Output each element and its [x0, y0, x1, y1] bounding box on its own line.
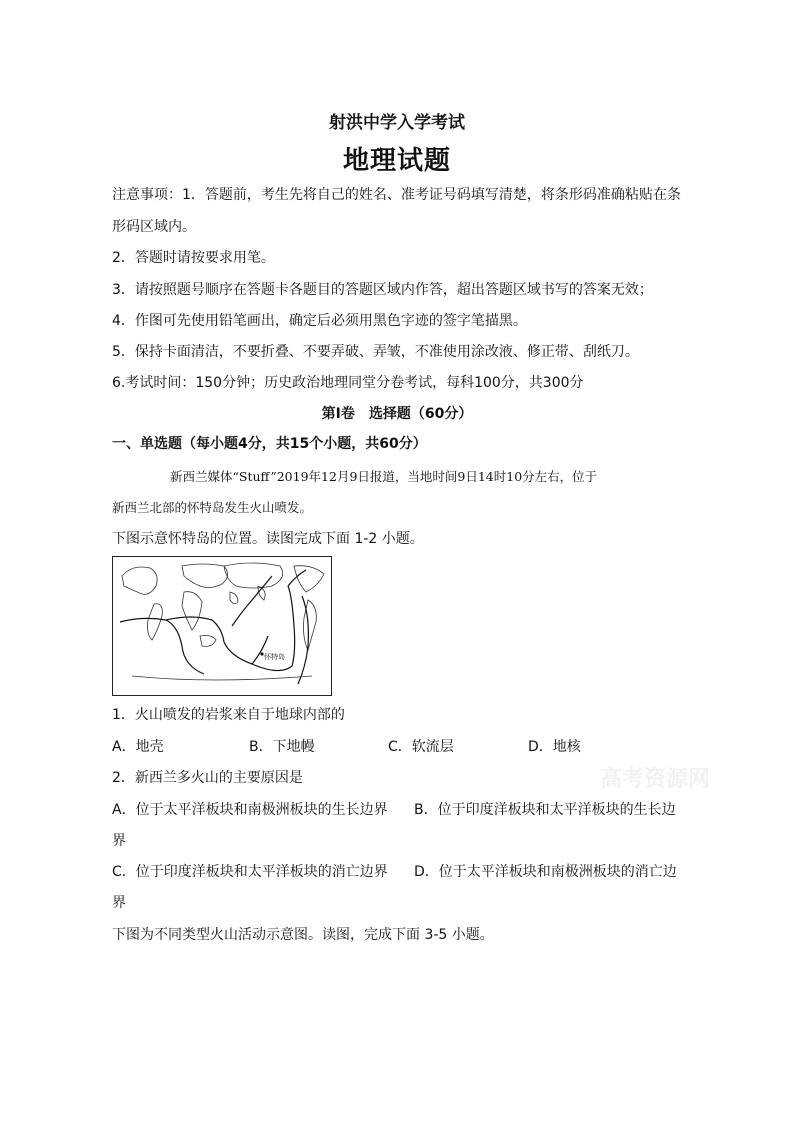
figure-intro: 下图示意怀特岛的位置。读图完成下面 1-2 小题。: [112, 531, 424, 547]
note-line-6: 6.考试时间：150分钟；历史政治地理同堂分卷考试，每科100分，共300分: [112, 375, 584, 391]
q2-option-d-cont: 界: [112, 895, 126, 911]
plate-boundary-map: [112, 556, 332, 696]
q2-option-a: A．位于太平洋板块和南极洲板块的生长边界: [112, 802, 388, 818]
next-figure-intro: 下图为不同类型火山活动示意图。读图，完成下面 3-5 小题。: [112, 927, 494, 943]
school-title: 射洪中学入学考试: [329, 113, 465, 133]
q1-option-c: C．软流层: [388, 739, 454, 755]
passage-line-1: 新西兰媒体“Stuff”2019年12月9日报道，当地时间9日14时10分左右，位于: [170, 469, 598, 484]
q2-option-b-cont: 界: [112, 833, 126, 849]
part-heading: 一、单选题（每小题4分，共15个小题，共60分）: [112, 436, 427, 452]
q1-option-b: B．下地幔: [249, 739, 315, 755]
note-line-5: 5．保持卡面清洁，不要折叠、不要弄破、弄皱，不准使用涂改液、修正带、刮纸刀。: [112, 344, 639, 360]
q1-option-d: D．地核: [528, 739, 581, 755]
q2-option-c: C．位于印度洋板块和太平洋板块的消亡边界: [112, 864, 388, 880]
q2-option-b: B．位于印度洋板块和太平洋板块的生长边: [414, 802, 676, 818]
q2-option-d: D．位于太平洋板块和南极洲板块的消亡边: [414, 864, 677, 880]
note-line-1b: 形码区域内。: [112, 219, 196, 235]
passage-line-2: 新西兰北部的怀特岛发生火山喷发。: [112, 500, 313, 515]
subject-title: 地理试题: [342, 146, 451, 176]
q1-option-a: A．地壳: [112, 739, 164, 755]
section-title: 第Ⅰ卷 选择题（60分）: [321, 406, 473, 422]
q2-stem: 2．新西兰多火山的主要原因是: [112, 770, 303, 786]
q1-stem: 1．火山喷发的岩浆来自于地球内部的: [112, 707, 345, 723]
note-line-3: 3．请按照题号顺序在答题卡各题目的答题区域内作答，超出答题区域书写的答案无效；: [112, 282, 653, 298]
note-line-2: 2．答题时请按要求用笔。: [112, 250, 275, 266]
white-island-label: 怀特岛: [264, 653, 285, 661]
note-line-1a: 注意事项：1．答题前，考生先将自己的姓名、准考证号码填写清楚，将条形码准确粘贴在条: [112, 187, 681, 203]
note-line-4: 4．作图可先使用铅笔画出，确定后必须用黑色字迹的签字笔描黑。: [112, 313, 527, 329]
watermark: 高考资源网: [600, 767, 711, 792]
